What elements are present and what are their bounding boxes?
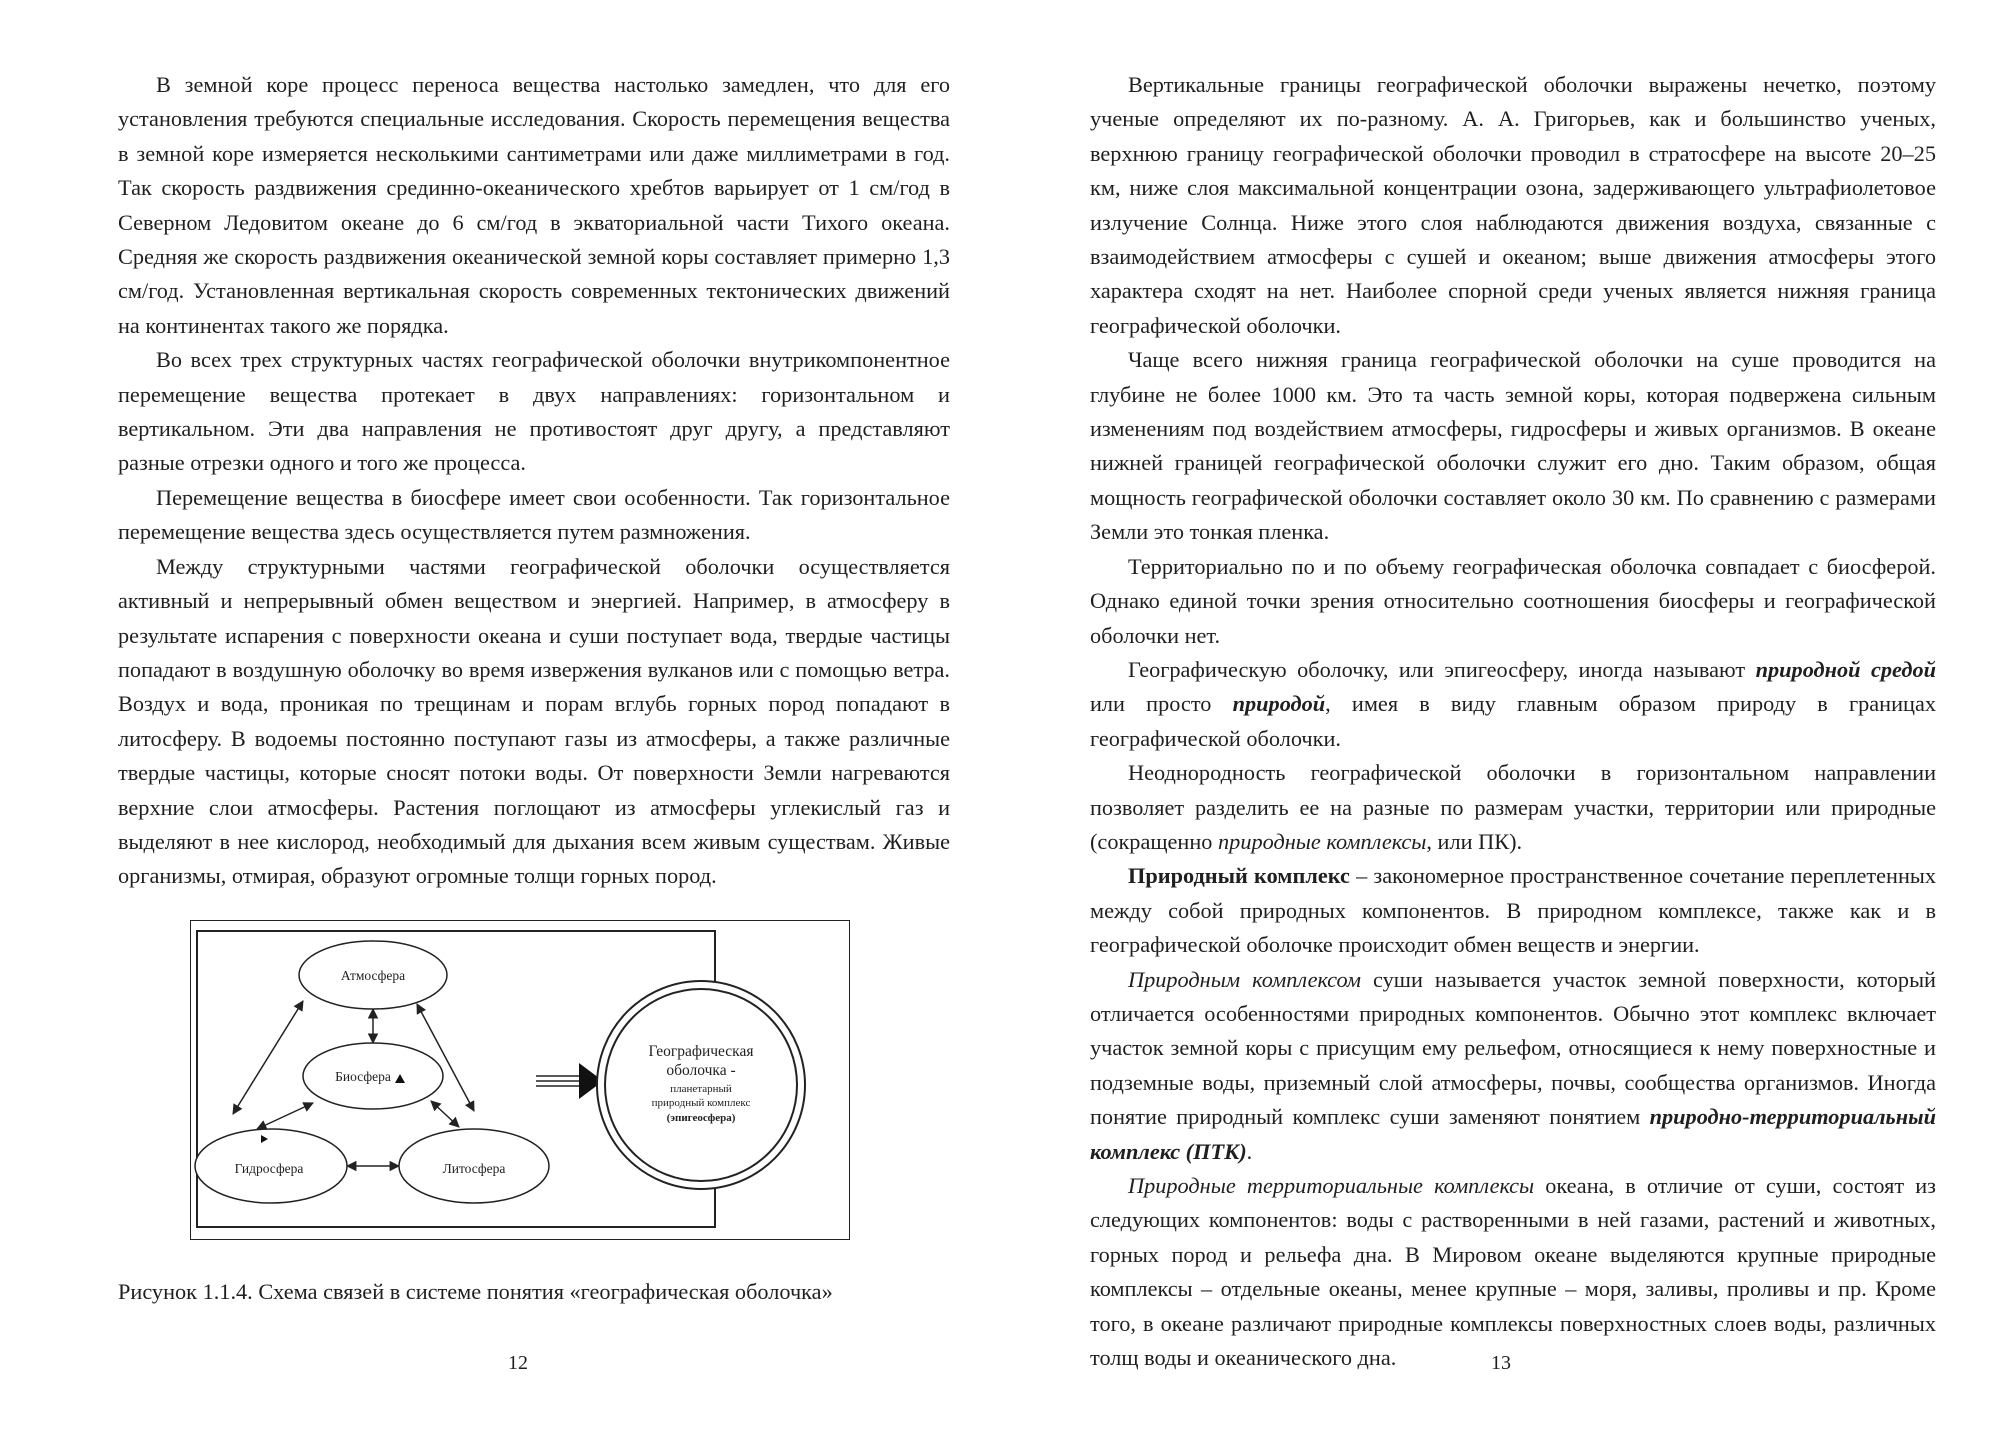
result-label-4: природный комплекс	[651, 1097, 751, 1109]
paragraph	[1090, 963, 1936, 1169]
result-label-5: (эпигеосфера)	[666, 1112, 736, 1124]
hydrosphere-label: Гидросфера	[234, 1161, 304, 1176]
paragraph	[1090, 756, 1936, 859]
text-run: , или ПК).	[1426, 828, 1523, 854]
term-natural-complex: Природный комплекс	[1128, 863, 1350, 889]
paragraph: Во всех трех структурных частях географической оболочки внутрикомпонентное перемещение вещества протекает в двух направлениях: горизонтальном и вертикальном. Эти два направления не противостоят друг другу, а представляют разные отрезки одного и того же процесса.	[118, 347, 950, 476]
paragraph: Чаще всего нижняя граница географической оболочки на суше проводится на глубине не более 1000 км. Это та часть земной коры, которая подвержена сильным изменениям под воздействием атмосферы, гидросферы и живых организмов. В океане нижней границей географической оболочки служит его дно. Таким образом, общая мощность географической оболочки составляет около 30 км. По сравнению с размерами Земли это тонкая пленка.	[1090, 347, 1936, 545]
arrow-biosphere-lithosphere	[431, 1101, 459, 1127]
figure-caption: Рисунок 1.1.4. Схема связей в системе понятия «географическая оболочка»	[118, 1279, 833, 1304]
paragraph	[1090, 1169, 1936, 1375]
diagram-svg	[191, 921, 849, 1239]
left-text-column	[118, 68, 950, 894]
text-run: или просто	[1090, 691, 1233, 717]
paragraph: Между структурными частями географической оболочки осуществляется активный и непрерывный обмен веществом и энергией. Например, в атмосферу в результате испарения с поверхности океана и суши поступает вода, твердые частицы попадают в воздушную оболочку во время извержения вулканов или с помощью ветра. Воздух и вода, проникая по трещинам и порам вглубь горных пород попадают в литосферу. В водоемы постоянно поступают газы из атмосферы, а также различные твердые частицы, которые сносят потоки воды. От поверхности Земли нагреваются верхние слои атмосферы. Растения поглощают из атмосферы углекислый газ и выделяют в нее кислород, необходимый для дыхания всем живым существам. Живые организмы, отмирая, образуют огромные толщи горных пород.	[118, 553, 950, 889]
arrow-atmosphere-hydrosphere	[233, 1001, 303, 1114]
figure-diagram	[190, 920, 850, 1240]
text-run: Географическую оболочку, или эпигеосферу, иногда называют	[1128, 656, 1756, 682]
result-label-2: оболочка -	[666, 1062, 736, 1079]
text-run: – закономерное пространственное сочетание переплетенных между собой природных компонентов. В природном комплексе, также как и в географической оболочке происходит обмен веществ и энергии.	[1090, 863, 1937, 958]
text-run: суши называется участок земной поверхности, который отличается особенностями природных компонентов. Обычно этот комплекс включает участок земной коры с присущим ему рельефом, относящиеся к нему поверхностные и подземные воды, приземный слой атмосферы, почвы, сообщества организмов. Иногда понятие природный комплекс суши заменяют понятием	[1090, 966, 1936, 1130]
text-run: .	[1246, 1138, 1253, 1164]
text-run: Неоднородность географической оболочки в горизонтальном направлении позволяет разделить ее на разные по размерам участки, территории или природные (сокращенно	[1090, 760, 1936, 854]
result-label-3: планетарный	[670, 1083, 732, 1095]
term-natural-complexes: природные комплексы	[1218, 828, 1427, 854]
paragraph: Территориально по и по объему географическая оболочка совпадает с биосферой. Однако единой точки зрения относительно соотношения биосферы и географической оболочки нет.	[1090, 553, 1936, 648]
page-number: 12	[508, 1352, 528, 1374]
paragraph	[1090, 859, 1936, 962]
term-natural-environment: природной средой	[1755, 656, 1937, 682]
result-label-1: Географическая	[648, 1043, 754, 1060]
right-text-column	[1090, 68, 1936, 1375]
term-land-complex: Природным комплексом	[1128, 966, 1361, 992]
arrow-biosphere-hydrosphere	[257, 1103, 313, 1129]
paragraph: Вертикальные границы географической оболочки выражены нечетко, поэтому ученые определяют их по-разному. А. А. Григорьев, как и большинство ученых, верхнюю границу географической оболочки проводил в стратосфере на высоте 20–25 км, ниже слоя максимальной концентрации озона, задерживающего ультрафиолетовое излучение Солнца. Ниже этого слоя наблюдаются движения воздуха, связанные с взаимодействием атмосферы с сушей и океаном; выше движения атмосферы этого характера сходят на нет. Наиболее спорной среди ученых является нижняя граница географической оболочки.	[1090, 72, 1936, 338]
biosphere-label: Биосфера	[335, 1069, 391, 1084]
lithosphere-label: Литосфера	[442, 1161, 506, 1176]
page-number: 13	[1491, 1352, 1511, 1374]
text-run: океана, в отличие от суши, состоят из следующих компонентов: воды с растворенными в ней газами, растений и животных, горных пород и рельефа дна. В Мировом океане выделяются крупные природные комплексы – отдельные океаны, менее крупные – моря, заливы, проливы и пр. Кроме того, в океане различают природные комплексы поверхностных слоев воды, различных толщ воды и океанического дна.	[1090, 1173, 1936, 1371]
atmosphere-label: Атмосфера	[340, 968, 406, 983]
term-nature: природой	[1232, 691, 1326, 717]
term-ptk: природно-территориальный комплекс (ПТК)	[1090, 1104, 1936, 1164]
paragraph: Перемещение вещества в биосфере имеет свои особенности. Так горизонтальное перемещение вещества здесь осуществляется путем размножения.	[118, 484, 950, 545]
text-run: , имея в виду главным образом природу в границах географической оболочки.	[1090, 691, 1937, 751]
paragraph	[1090, 653, 1936, 756]
term-territorial-complexes: Природные территориальные комплексы	[1128, 1173, 1535, 1198]
paragraph: В земной коре процесс переноса вещества настолько замедлен, что для его установления требуются специальные исследования. Скорость перемещения вещества в земной коре измеряется несколькими сантиметрами или даже миллиметрами в год. Так скорость раздвижения срединно-океанического хребтов варьирует от 1 см/год в Северном Ледовитом океане до 6 см/год в экваториальной части Тихого океана. Средняя же скорость раздвижения океанической земной коры составляет примерно 1,3 см/год. Установленная вертикальная скорость современных тектонических движений на континентах такого же порядка.	[118, 72, 950, 338]
